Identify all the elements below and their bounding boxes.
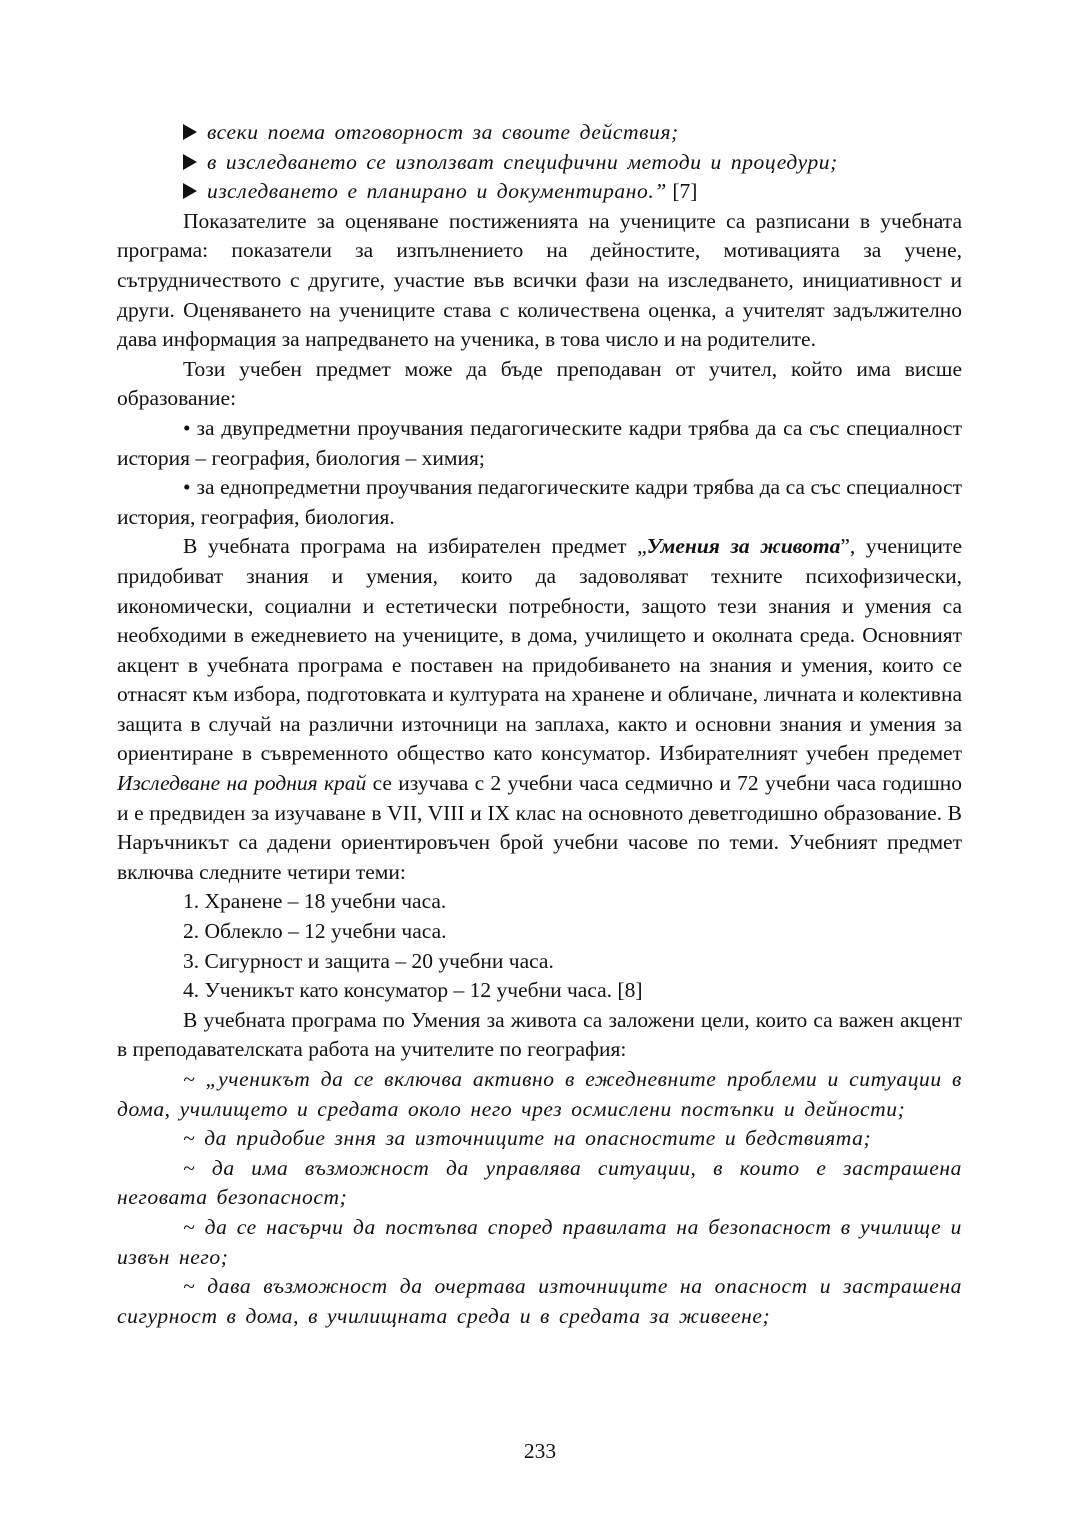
- bullet-marker: •: [183, 475, 191, 500]
- list-item: [117, 118, 962, 148]
- list-item-text: в изследването се използват специфични методи и процедури;: [207, 149, 838, 174]
- subject-title: Умения за живота: [646, 534, 841, 559]
- bullet-text: за двупредметни проучвания педагогическите кадри трябва да са със специалност история – география, биология – химия;: [117, 415, 962, 470]
- bullet-text: за еднопредметни проучвания педагогическите кадри трябва да са със специалност история, география, биология.: [117, 475, 962, 529]
- goal-item: ~ да има възможност да управлява ситуации, в които е застрашена неговата безопасност;: [117, 1155, 962, 1210]
- goal-item: ~ да се насърчи да постъпва според правилата на безопасност в училище и извън него;: [117, 1214, 962, 1269]
- goal-item: ~ да придобие зння за източниците на опасностите и бедствията;: [183, 1126, 872, 1151]
- page-number: 233: [523, 1439, 557, 1463]
- goal-item: ~ „ученикът да се включва активно в ежедневните проблеми и ситуации в дома, училището и средата около него чрез осмислени постъпки и дейности;: [117, 1067, 962, 1121]
- goal-item: ~ дава възможност да очертава източниците на опасност и застрашена сигурност в дома, в училищната среда и в средата за живеене;: [117, 1274, 962, 1328]
- topic-item: 2. Облекло – 12 учебни часа.: [183, 919, 447, 944]
- paragraph-text: ”, учениците придобиват знания и умения, които да задоволяват техните психофизически, икономически, социални и естетически потребности, защото тези знания и умения са необходими в ежедневието на учениците, в дома, училището и околната среда. Основният акцент в учебната програма е поставен на придобиването на знания и умения, които се отнасят към избора, подготовката и културата на хранене и обличане, личната и колективна защита в случай на различни източници на заплаха, както и основни знания и умения за ориентиране в съвременното общество като консуматор. Избирателният учебен предемет: [117, 534, 962, 766]
- triangle-right-icon: [183, 183, 197, 199]
- citation-ref: [7]: [666, 179, 698, 204]
- paragraph-assessment: Показателите за оценяване постиженията на учениците са разписани в учебната програма: показатели за изпълнението на дейностите, мотивацията за учене, сътрудничеството с другите, участие във всички фази на изследването, инициативност и други. Оценяването на учениците става с количествена оценка, а учителят задължително дава информация за напредването на ученика, в това число и на родителите.: [117, 208, 962, 352]
- topic-item: 3. Сигурност и защита – 20 учебни часа.: [183, 948, 554, 973]
- paragraph-goals-intro: В учебната програма по Умения за живота са заложени цели, които са важен акцент в преподавателската работа на учителите по география:: [117, 1007, 962, 1062]
- bullet-item: [117, 473, 962, 532]
- page-content: [117, 118, 962, 1331]
- topic-item: 1. Хранене – 18 учебни часа.: [183, 889, 447, 914]
- subject-title-italic: Изследване на родния край: [117, 771, 367, 796]
- triangle-right-icon: [183, 154, 197, 170]
- bullet-marker: •: [183, 415, 191, 440]
- list-item: [117, 177, 962, 207]
- bullet-item: [117, 414, 962, 473]
- list-item: [117, 148, 962, 178]
- paragraph-text: В учебната програма на избирателен предмет „: [183, 534, 647, 559]
- paragraph-teacher: Този учебен предмет може да бъде преподаван от учител, който има висше образование:: [117, 356, 962, 411]
- list-item-text: изследването е планирано и документирано.”: [207, 179, 667, 204]
- topic-item: 4. Ученикът като консуматор – 12 учебни часа. [8]: [183, 978, 643, 1003]
- paragraph-text: се изучава с 2 учебни часа седмично и 72 учебни часа годишно и е предвиден за изучаване в VII, VIII и IX клас на основното деветгодишно образование. В Наръчникът са дадени ориентировъчен брой учебни часове по теми. Учебният предмет включва следните четири теми:: [117, 771, 962, 884]
- triangle-right-icon: [183, 124, 197, 140]
- paragraph-life-skills: [117, 532, 962, 887]
- list-item-text: всеки поема отговорност за своите действия;: [207, 120, 679, 144]
